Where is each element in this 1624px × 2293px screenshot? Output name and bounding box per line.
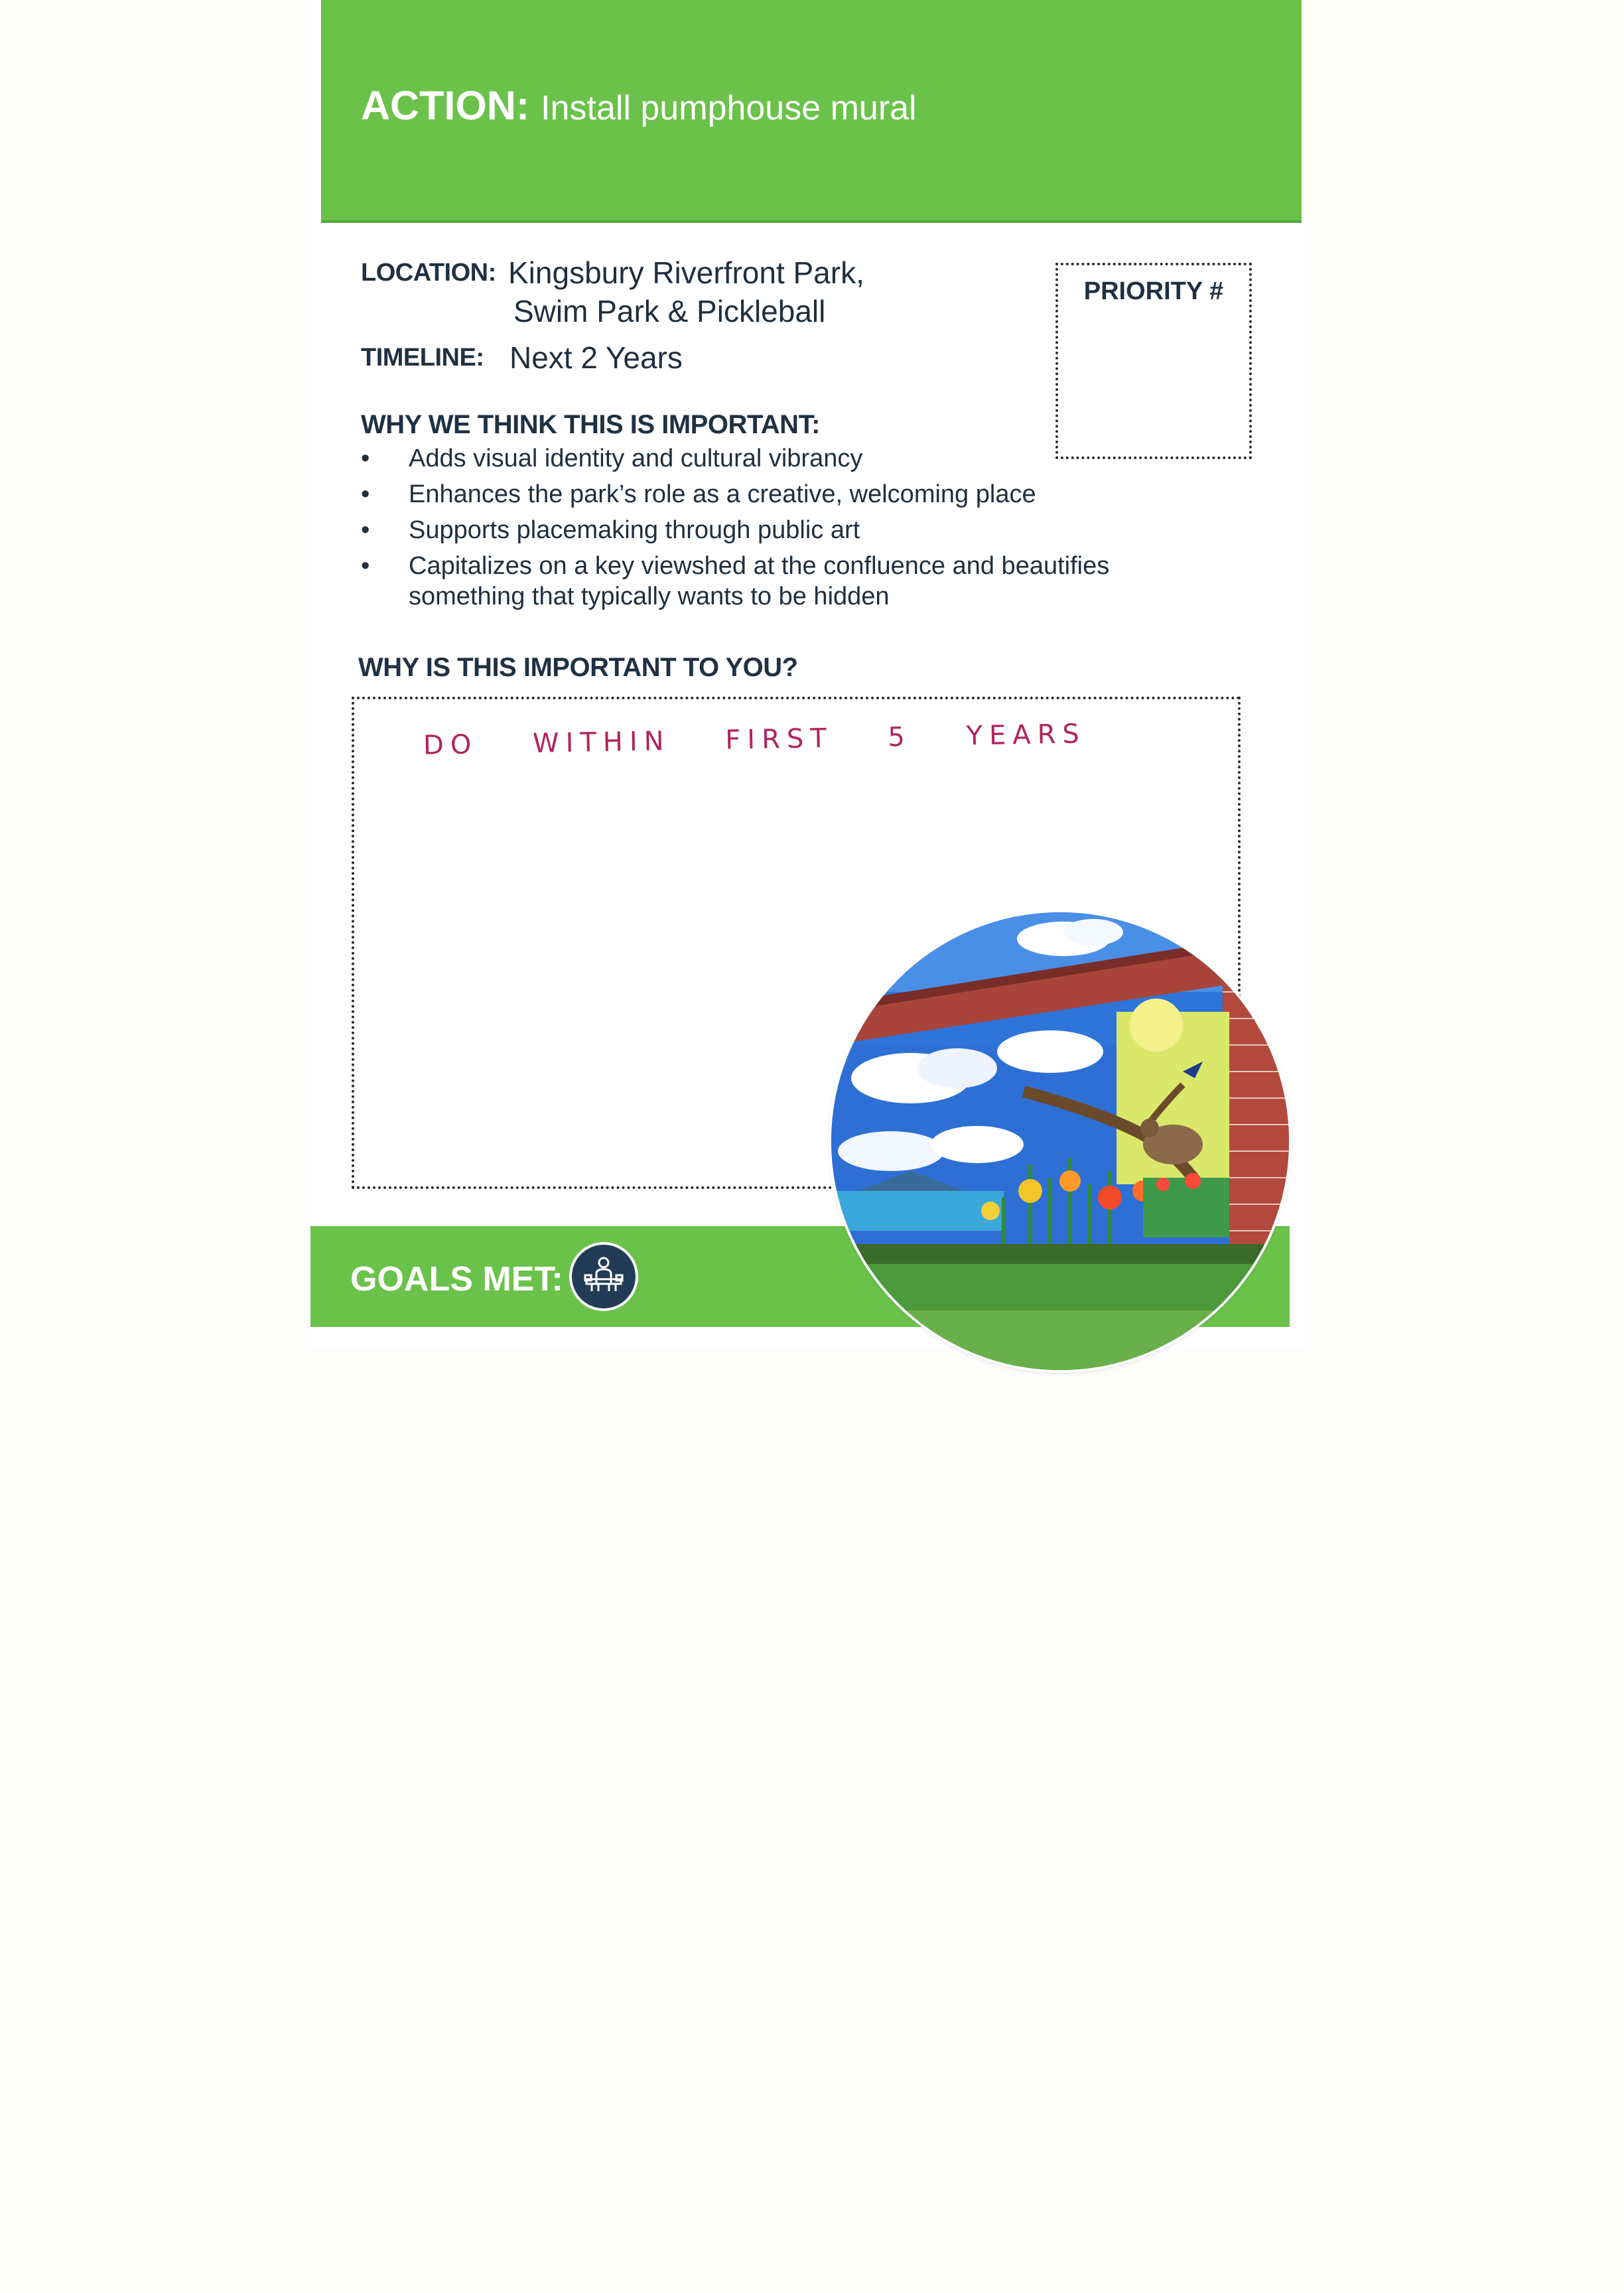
reason-text: Adds visual identity and cultural vibrancy: [409, 445, 863, 472]
reason-text: Enhances the park’s role as a creative, welcoming place: [409, 480, 1036, 508]
mural-photo: [831, 912, 1289, 1370]
bullet-icon: •: [361, 480, 370, 508]
priority-label: PRIORITY #: [1083, 277, 1224, 305]
handwritten-response: DO WITHIN FIRST 5 YEARS: [423, 719, 1087, 761]
action-card: [310, 0, 1306, 1347]
action-title: [361, 82, 917, 129]
list-item: [361, 479, 1157, 510]
list-item: [361, 551, 1157, 612]
why-important-to-you-heading: WHY IS THIS IMPORTANT TO YOU?: [358, 653, 798, 682]
location-line-1: Kingsbury Riverfront Park,: [508, 255, 864, 290]
why-important-heading: WHY WE THINK THIS IS IMPORTANT:: [361, 410, 820, 439]
timeline-label: TIMELINE:: [361, 344, 484, 372]
goals-met-label: GOALS MET:: [350, 1260, 563, 1298]
action-text: Install pumphouse mural: [541, 89, 917, 127]
reason-text: Supports placemaking through public art: [409, 516, 860, 544]
priority-box[interactable]: [1055, 263, 1252, 459]
timeline-value: Next 2 Years: [509, 340, 683, 375]
bullet-icon: •: [361, 445, 370, 472]
location-line-2: Swim Park & Pickleball: [513, 294, 826, 328]
person-at-bench-icon: [569, 1242, 638, 1311]
list-item: [361, 515, 1157, 545]
bullet-icon: •: [361, 552, 370, 580]
location-label: LOCATION:: [361, 259, 496, 287]
bullet-icon: •: [361, 516, 370, 544]
reasons-list: [361, 443, 1157, 617]
list-item: [361, 443, 1157, 474]
action-keyword: ACTION:: [361, 83, 530, 128]
action-header-band: [321, 0, 1302, 220]
reason-text: Capitalizes on a key viewshed at the confluence and beautifies something that typically wants to be hidden: [409, 552, 1110, 610]
